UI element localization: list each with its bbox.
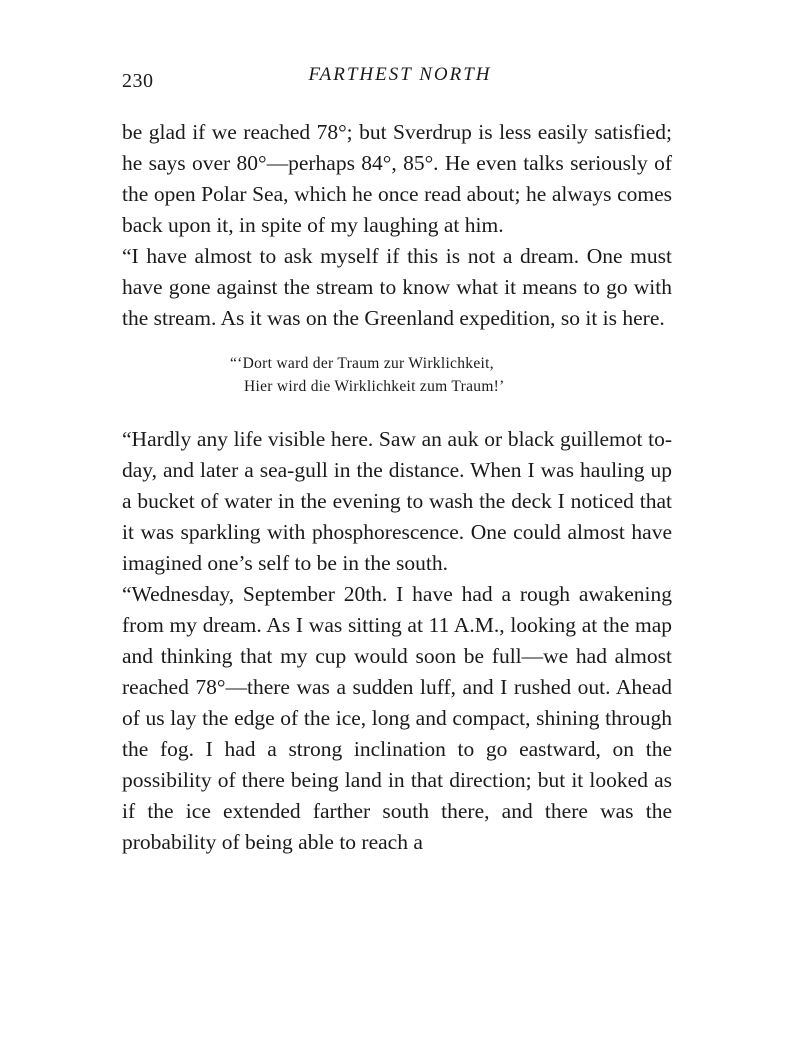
page-number: 230 bbox=[122, 70, 154, 92]
verse-line: “‘Dort ward der Traum zur Wirklichkeit, bbox=[230, 355, 494, 372]
paragraph: be glad if we reached 78°; but Sverdrup is less easily satisfied; he says over 80°—perhaps 84°, 85°. He even talks seriously of the open Polar Sea, which he once read about; he always comes back upon it, in spite of my laughing at him. bbox=[122, 120, 672, 237]
running-title: FARTHEST NORTH bbox=[308, 64, 492, 85]
verse-quote bbox=[122, 352, 672, 398]
body-text bbox=[122, 117, 672, 858]
paragraph: “Wednesday, September 20th. I have had a rough awakening from my dream. As I was sitting at 11 A.M., looking at the map and thinking that my cup would soon be full—we had almost reached 78°—there was a sudden luff, and I rushed out. Ahead of us lay the edge of the ice, long and compact, shining through the fog. I had a strong inclination to go eastward, on the possibility of there being land in that direction; but it looked as if the ice extended farther south there, and there was the probability of being able to reach a bbox=[122, 582, 672, 854]
verse-line: Hier wird die Wirklichkeit zum Traum!’ bbox=[244, 378, 505, 395]
paragraph: “Hardly any life visible here. Saw an auk or black guillemot to-day, and later a sea-gull in the distance. When I was hauling up a bucket of water in the evening to wash the deck I noticed that it was sparkling with phosphorescence. One could almost have imagined one’s self to be in the south. bbox=[122, 427, 672, 575]
paragraph: “I have almost to ask myself if this is not a dream. One must have gone against the stream to know what it means to go with the stream. As it was on the Greenland expedition, so it is here. bbox=[122, 244, 672, 330]
